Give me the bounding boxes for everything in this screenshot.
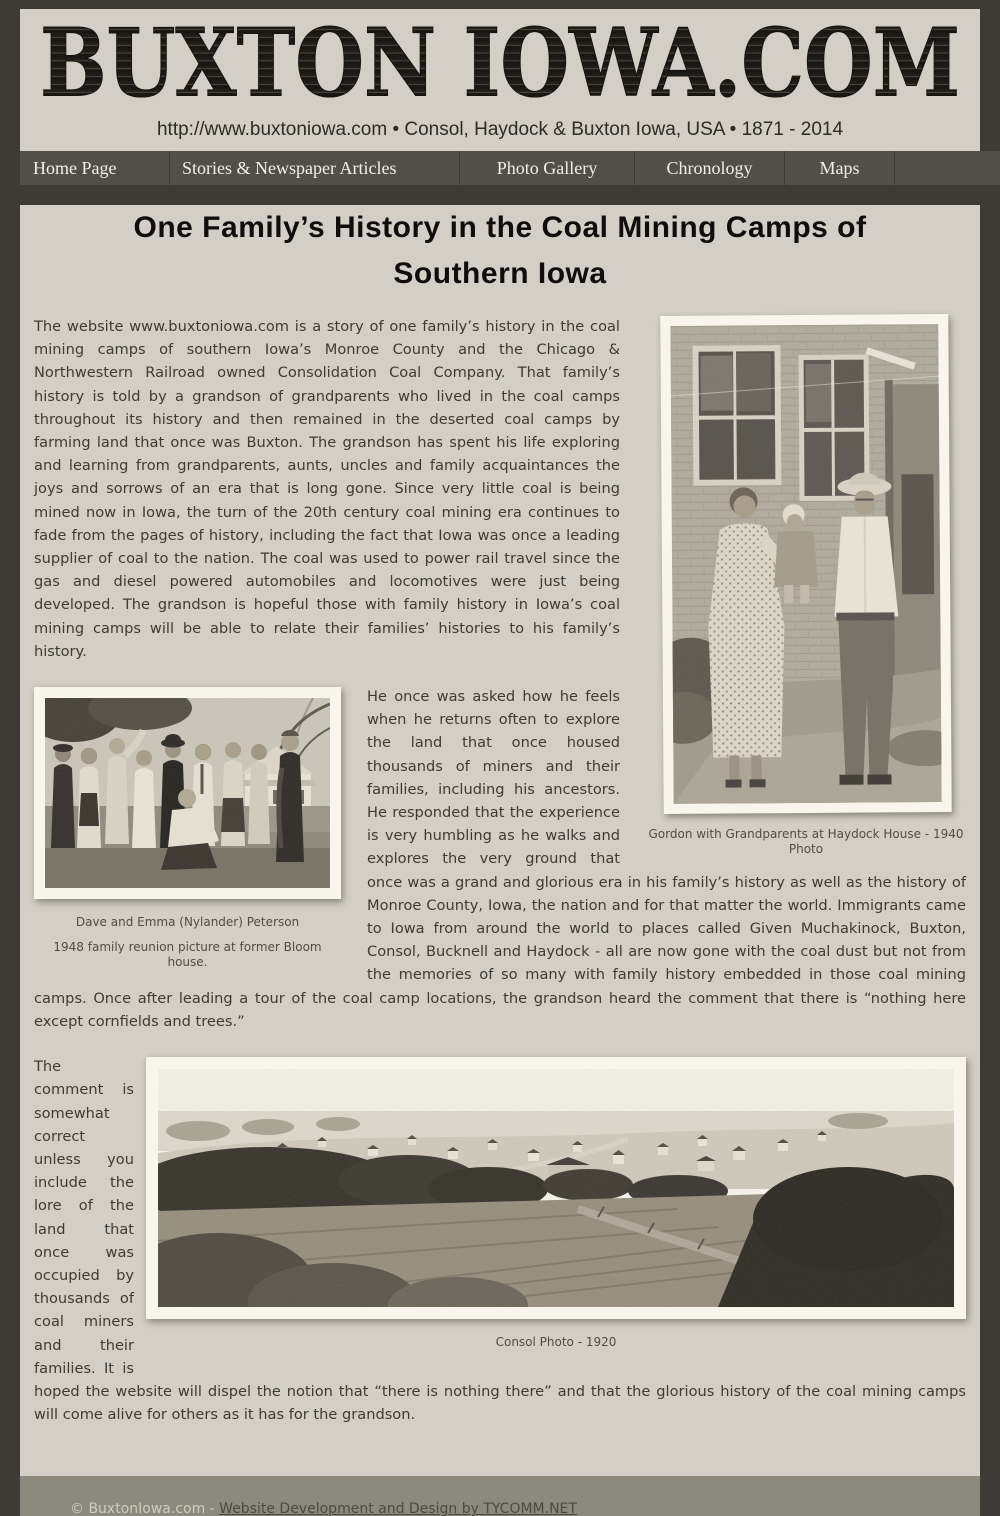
footer-developer-link[interactable]: Website Development and Design by TYCOMM.NET xyxy=(219,1501,577,1516)
photo-frame xyxy=(660,314,951,814)
paragraph-humbling-experience: He once was asked how he feels when he returns often to explore the land that once housed thousands of miners and their families, including his ancestors. He responded that the experience is very humbling as he walks and explores the very ground that once was a grand and glorious era in his family’s history as well as the history of Monroe County, Iowa, the nation and for that matter the world. Immigrants came to Iowa from around the world to places called Given Muchakinock, Buxton, Consol, Bucknell and Haydock - all are now gone with the coal dust but not from the memories of so many with family history embedded in those coal mining camps. Once after leading a tour of the coal camp locations, the grandson heard the comment that there is “nothing here except cornfields and trees.” xyxy=(34,688,966,1030)
page-title xyxy=(34,205,966,297)
photo-haydock-house xyxy=(646,315,966,857)
content-sheet xyxy=(20,0,980,1516)
nav-item-label: Home Page xyxy=(33,157,117,178)
article xyxy=(20,205,980,1476)
photo-family-reunion xyxy=(34,687,341,970)
paragraph-website-intro: The website www.buxtoniowa.com is a story of one family’s history in the coal mining camps of southern Iowa’s Monroe County and the Chicago & Northwestern Railroad owned Consolidation Coal Company. That family’s history is told by a grandson of grandparents who lived in the coal camps throughout its history and then remained in the deserted coal camps by farming land that once was Buxton. The grandson has spent his life exploring and learning from grandparents, aunts, uncles and family acquaintances the joys and sorrows of an era that is long gone. Since very little coal is being mined now in Iowa, the turn of the 20th century coal mining era continues to fade from the pages of history, including the fact that Iowa was once a leading supplier of coal to the nation. The coal was used to power rail travel since the gas and diesel powered automobiles and locomotives were just being developed. The grandson is hopeful those with family history in Iowa’s coal mining camps will be able to relate their families’ histories to his family’s history. xyxy=(34,318,620,660)
site-tagline: http://www.buxtoniowa.com • Consol, Haydock & Buxton Iowa, USA • 1871 - 2014 xyxy=(156,119,844,140)
photo-frame xyxy=(146,1057,966,1319)
photo-caption-haydock: Gordon with Grandparents at Haydock House - 1940 Photo xyxy=(648,827,964,856)
nav-item-chronology[interactable] xyxy=(635,151,785,185)
page-title-line1: One Family’s History in the Coal Mining Camps of xyxy=(133,211,867,244)
site-header xyxy=(20,9,980,151)
haydock-photo-image xyxy=(670,324,941,804)
bottom-section xyxy=(34,1055,966,1448)
main-nav xyxy=(20,151,1000,185)
photo-caption-reunion-line1: Dave and Emma (Nylander) Peterson xyxy=(75,915,300,930)
photo-caption-consol: Consol Photo - 1920 xyxy=(495,1335,617,1350)
site-logo-text: BUXTON IOWA.COM xyxy=(39,17,960,113)
photo-caption-reunion-line2: 1948 family reunion picture at former Bloom house. xyxy=(53,940,322,970)
site-footer xyxy=(20,1476,980,1516)
footer-copyright: © BuxtonIowa.com xyxy=(70,1501,206,1516)
nav-item-home[interactable] xyxy=(20,151,170,185)
page-title-line2: Southern Iowa xyxy=(393,257,607,290)
paragraph-comment: The comment is somewhat correct unless you include the lore of the land that once was occupied by thousands of coal miners and their families. It is hoped the website will dispel the notion that “there is nothing there” and that the glorious history of the coal mining camps will come alive for others as it has for the grandson. xyxy=(34,1058,966,1424)
nav-item-label: Maps xyxy=(819,157,860,178)
photo-frame xyxy=(34,687,341,899)
nav-item-maps[interactable] xyxy=(785,151,895,185)
consol-photo-image xyxy=(158,1069,954,1307)
footer-separator: - xyxy=(205,1501,220,1516)
nav-item-photo-gallery[interactable] xyxy=(460,151,635,185)
nav-spacer xyxy=(895,151,1000,185)
nav-item-label: Photo Gallery xyxy=(496,157,598,178)
nav-item-label: Stories & Newspaper Articles xyxy=(182,157,397,178)
nav-item-label: Chronology xyxy=(666,157,753,178)
nav-item-stories[interactable] xyxy=(170,151,460,185)
site-logo xyxy=(35,17,965,113)
reunion-photo-image xyxy=(45,698,330,888)
photo-consol-panorama xyxy=(146,1057,966,1350)
